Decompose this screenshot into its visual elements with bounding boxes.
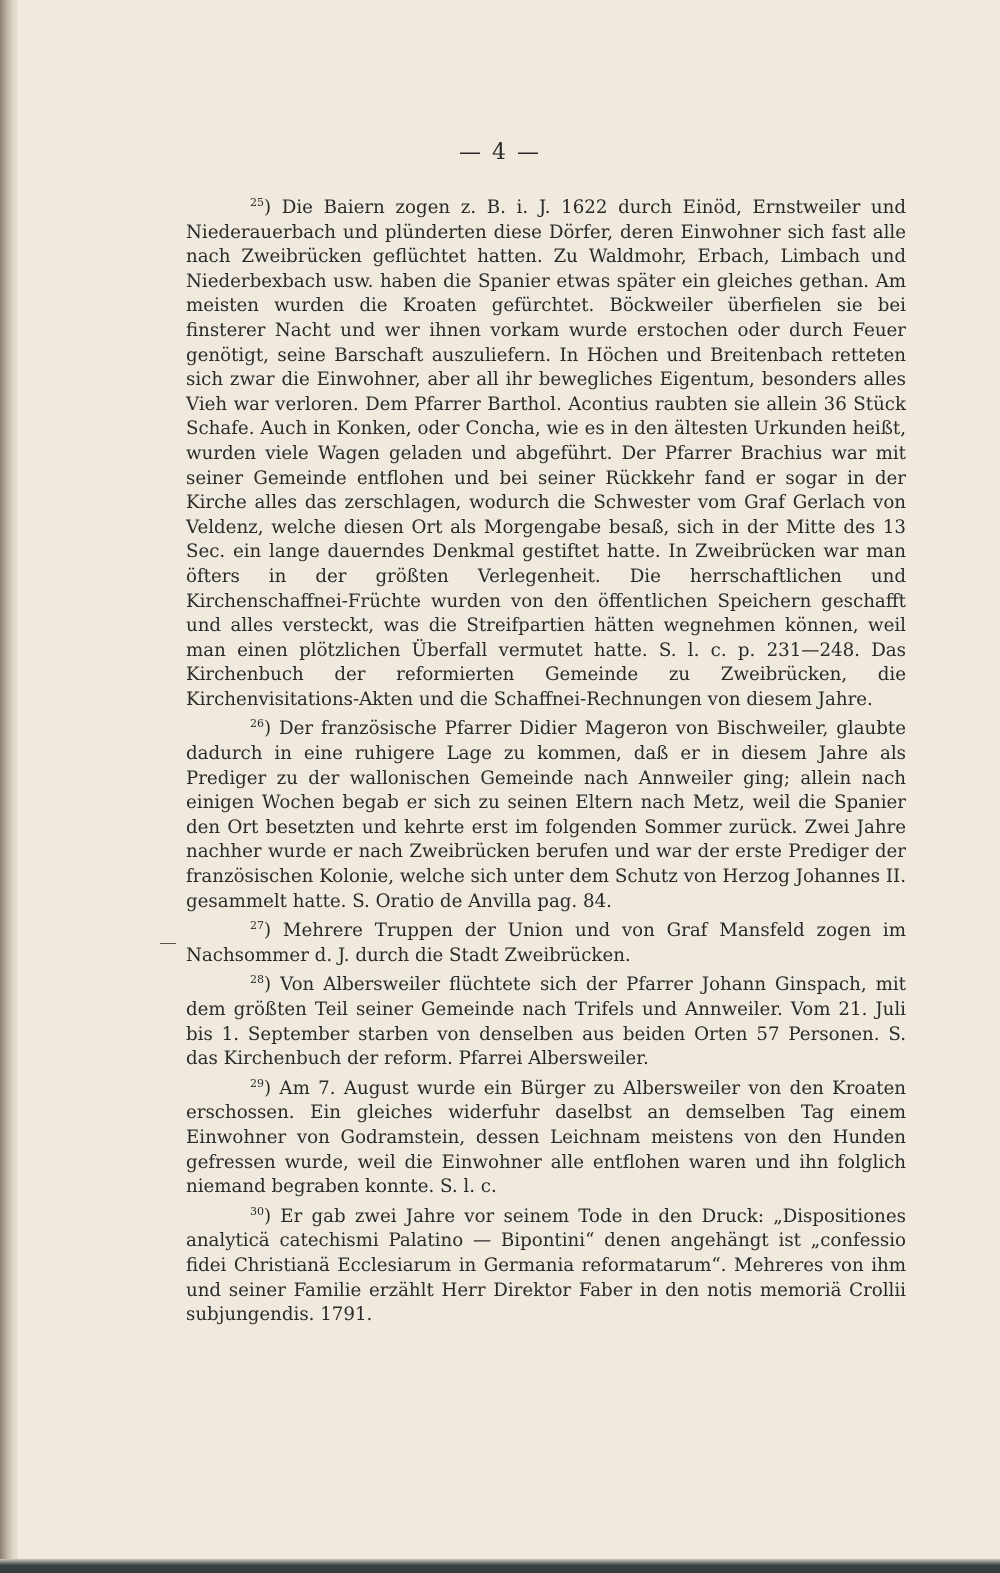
footnote-29 — [186, 1077, 906, 1200]
footnote-30 — [186, 1205, 906, 1328]
footnote-text: ) Am 7. August wurde ein Bürger zu Albersweiler von den Kroaten erschossen. Ein gleiches widerfuhr daselbst an demselben Tag einem Einwohner von Godramstein, dessen Leichnam meistens von den Hunden gefressen wurde, weil die Einwohner alle entflohen waren und ihn folglich niemand begraben konnte. S. l. c. — [186, 1077, 906, 1198]
footnote-text: ) Mehrere Truppen der Union und von Graf Mansfeld zogen im Nachsommer d. J. durch die Stadt Zweibrücken. — [186, 920, 906, 966]
footnote-text: ) Von Albersweiler flüchtete sich der Pfarrer Johann Ginspach, mit dem größten Teil seiner Gemeinde nach Trifels und Annweiler. Vom 21. Juli bis 1. September starben von denselben aus beiden Orten 57 Personen. S. das Kirchenbuch der reform. Pfarrei Albersweiler. — [186, 974, 906, 1070]
footnote-text: ) Die Baiern zogen z. B. i. J. 1622 durch Einöd, Ernstweiler und Niederauerbach und plünderten diese Dörfer, deren Einwohner sich fast alle nach Zweibrücken geflüchtet hatten. Zu Waldmohr, Erbach, Limbach und Niederbexbach usw. haben die Spanier etwas später ein gleiches gethan. Am meisten wurden die Kroaten gefürchtet. Böckweiler überfielen sie bei finsterer Nacht und wer ihnen vorkam wurde erstochen oder durch Feuer genötigt, seine Barschaft auszuliefern. In Höchen und Breitenbach retteten sich zwar die Einwohner, aber all ihr bewegliches Eigentum, besonders alles Vieh war verloren. Dem Pfarrer Barthol. Acontius raubten sie allein 36 Stück Schafe. Auch in Konken, oder Concha, wie es in den ältesten Urkunden heißt, wurden viele Wagen geladen und abgeführt. Der Pfarrer Brachius war mit seiner Gemeinde entflohen und bei seiner Rückkehr fand er sogar in der Kirche alles das zerschlagen, wodurch die Schwester vom Graf Gerlach von Veldenz, welche diesen Ort als Morgengabe besaß, sich in der Mitte des 13 Sec. ein lange dauerndes Denkmal gestiftet hatte. In Zweibrücken war man öfters in der größten Verlegenheit. Die herrschaftlichen und Kirchenschaffnei-Früchte wurden von den öffentlichen Speichern geschafft und alles versteckt, was die Streifpartien hätten wegnehmen können, weil man einen plötzlichen Überfall vermutet hatte. S. l. c. p. 231—248. Das Kirchenbuch der reformierten Gemeinde zu Zweibrücken, die Kirchenvisitations-Akten und die Schaffnei-Rechnungen von diesem Jahre. — [186, 197, 906, 710]
footnote-number: 25 — [250, 195, 264, 209]
page-bottom-edge — [0, 1559, 1000, 1573]
footnote-number: 28 — [250, 973, 264, 987]
footnote-28 — [186, 973, 906, 1071]
footnote-text: ) Er gab zwei Jahre vor seinem Tode in den Druck: „Dispositiones analyticä catechismi Palatino — Bipontini“ denen angehängt ist „confessio fidei Christianä Ecclesiarum in Germania reformatarum“. Mehreres von ihm und seiner Familie erzählt Herr Direktor Faber in den notis memoriä Crollii subjungendis. 1791. — [186, 1205, 906, 1326]
footnote-number: 27 — [250, 919, 264, 933]
book-gutter — [0, 0, 18, 1573]
footnote-26 — [186, 717, 906, 914]
footnotes-block — [186, 196, 906, 1333]
footnote-27 — [186, 919, 906, 968]
footnote-number: 29 — [250, 1076, 264, 1090]
footnote-number: 30 — [250, 1204, 264, 1218]
footnote-number: 26 — [250, 717, 264, 731]
page-number: — 4 — — [459, 140, 541, 165]
footnote-text: ) Der französische Pfarrer Didier Mageron von Bischweiler, glaubte dadurch in eine ruhigere Lage zu kommen, daß er in diesem Jahre als Prediger zu der wallonischen Gemeinde nach Annweiler ging; allein nach einigen Wochen begab er sich zu seinen Eltern nach Metz, weil die Spanier den Ort besetzten und kehrte erst im folgenden Sommer zurück. Zwei Jahre nachher wurde er nach Zweibrücken berufen und war der erste Prediger der französischen Kolonie, welche sich unter dem Schutz von Herzog Johannes II. gesammelt hatte. S. Oratio de Anvilla pag. 84. — [186, 718, 906, 912]
margin-dash-mark — [160, 943, 176, 944]
footnote-25 — [186, 196, 906, 712]
